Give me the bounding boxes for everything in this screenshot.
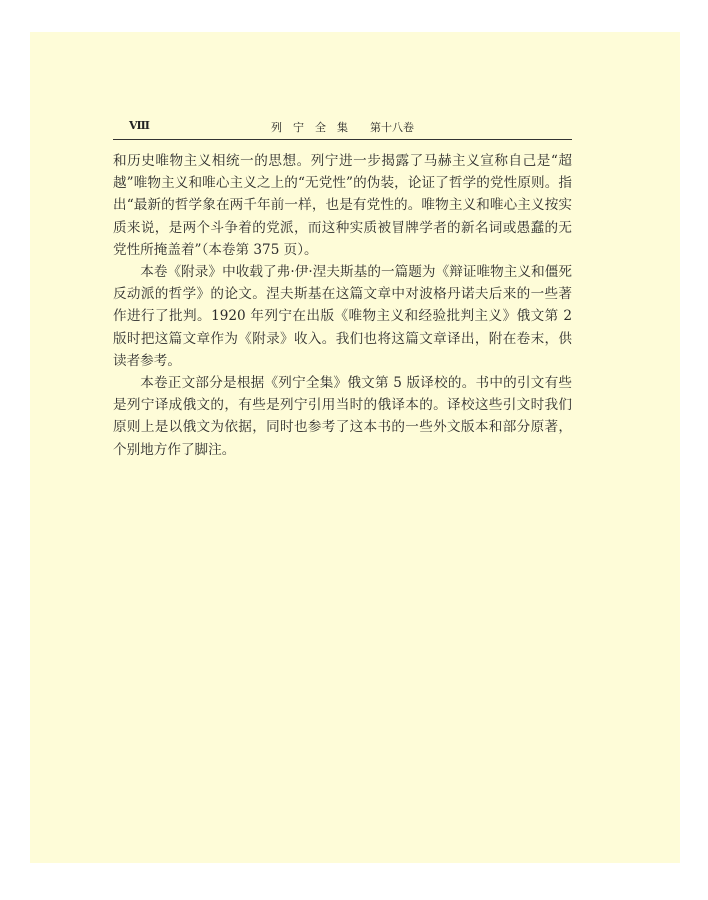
body-text <box>113 150 572 461</box>
page-number: Ⅷ <box>129 119 150 132</box>
paragraph-3: 本卷正文部分是根据《列宁全集》俄文第 5 版译校的。书中的引文有些是列宁译成俄文的，有些是列宁引用当时的俄译本的。译校这些引文时我们原则上是以俄文为依据，同时也参考了这本书的一些外文版本和部分原著，个别地方作了脚注。 <box>113 375 572 458</box>
paragraph-2: 本卷《附录》中收载了弗·伊·涅夫斯基的一篇题为《辩证唯物主义和僵死反动派的哲学》的论文。涅夫斯基在这篇文章中对波格丹诺夫后来的一些著作进行了批判。1920 年列宁在出版《唯物主义和经验批判主义》俄文第 2 版时把这篇文章作为《附录》收入。我们也将这篇文章译出，附在卷末，供读者参考。 <box>113 264 572 369</box>
running-title: 列 宁 全 集 第十八卷 <box>271 121 414 134</box>
page-header <box>113 117 572 140</box>
paragraph-1: 和历史唯物主义相统一的思想。列宁进一步揭露了马赫主义宣称自己是“超越”唯物主义和唯心主义之上的“无党性”的伪装，论证了哲学的党性原则。指出“最新的哲学象在两千年前一样，也是有党性的。唯物主义和唯心主义按实质来说，是两个斗争着的党派，而这种实质被冒牌学者的新名词或愚蠢的无党性所掩盖着”（本卷第 375 页）。 <box>113 153 572 258</box>
